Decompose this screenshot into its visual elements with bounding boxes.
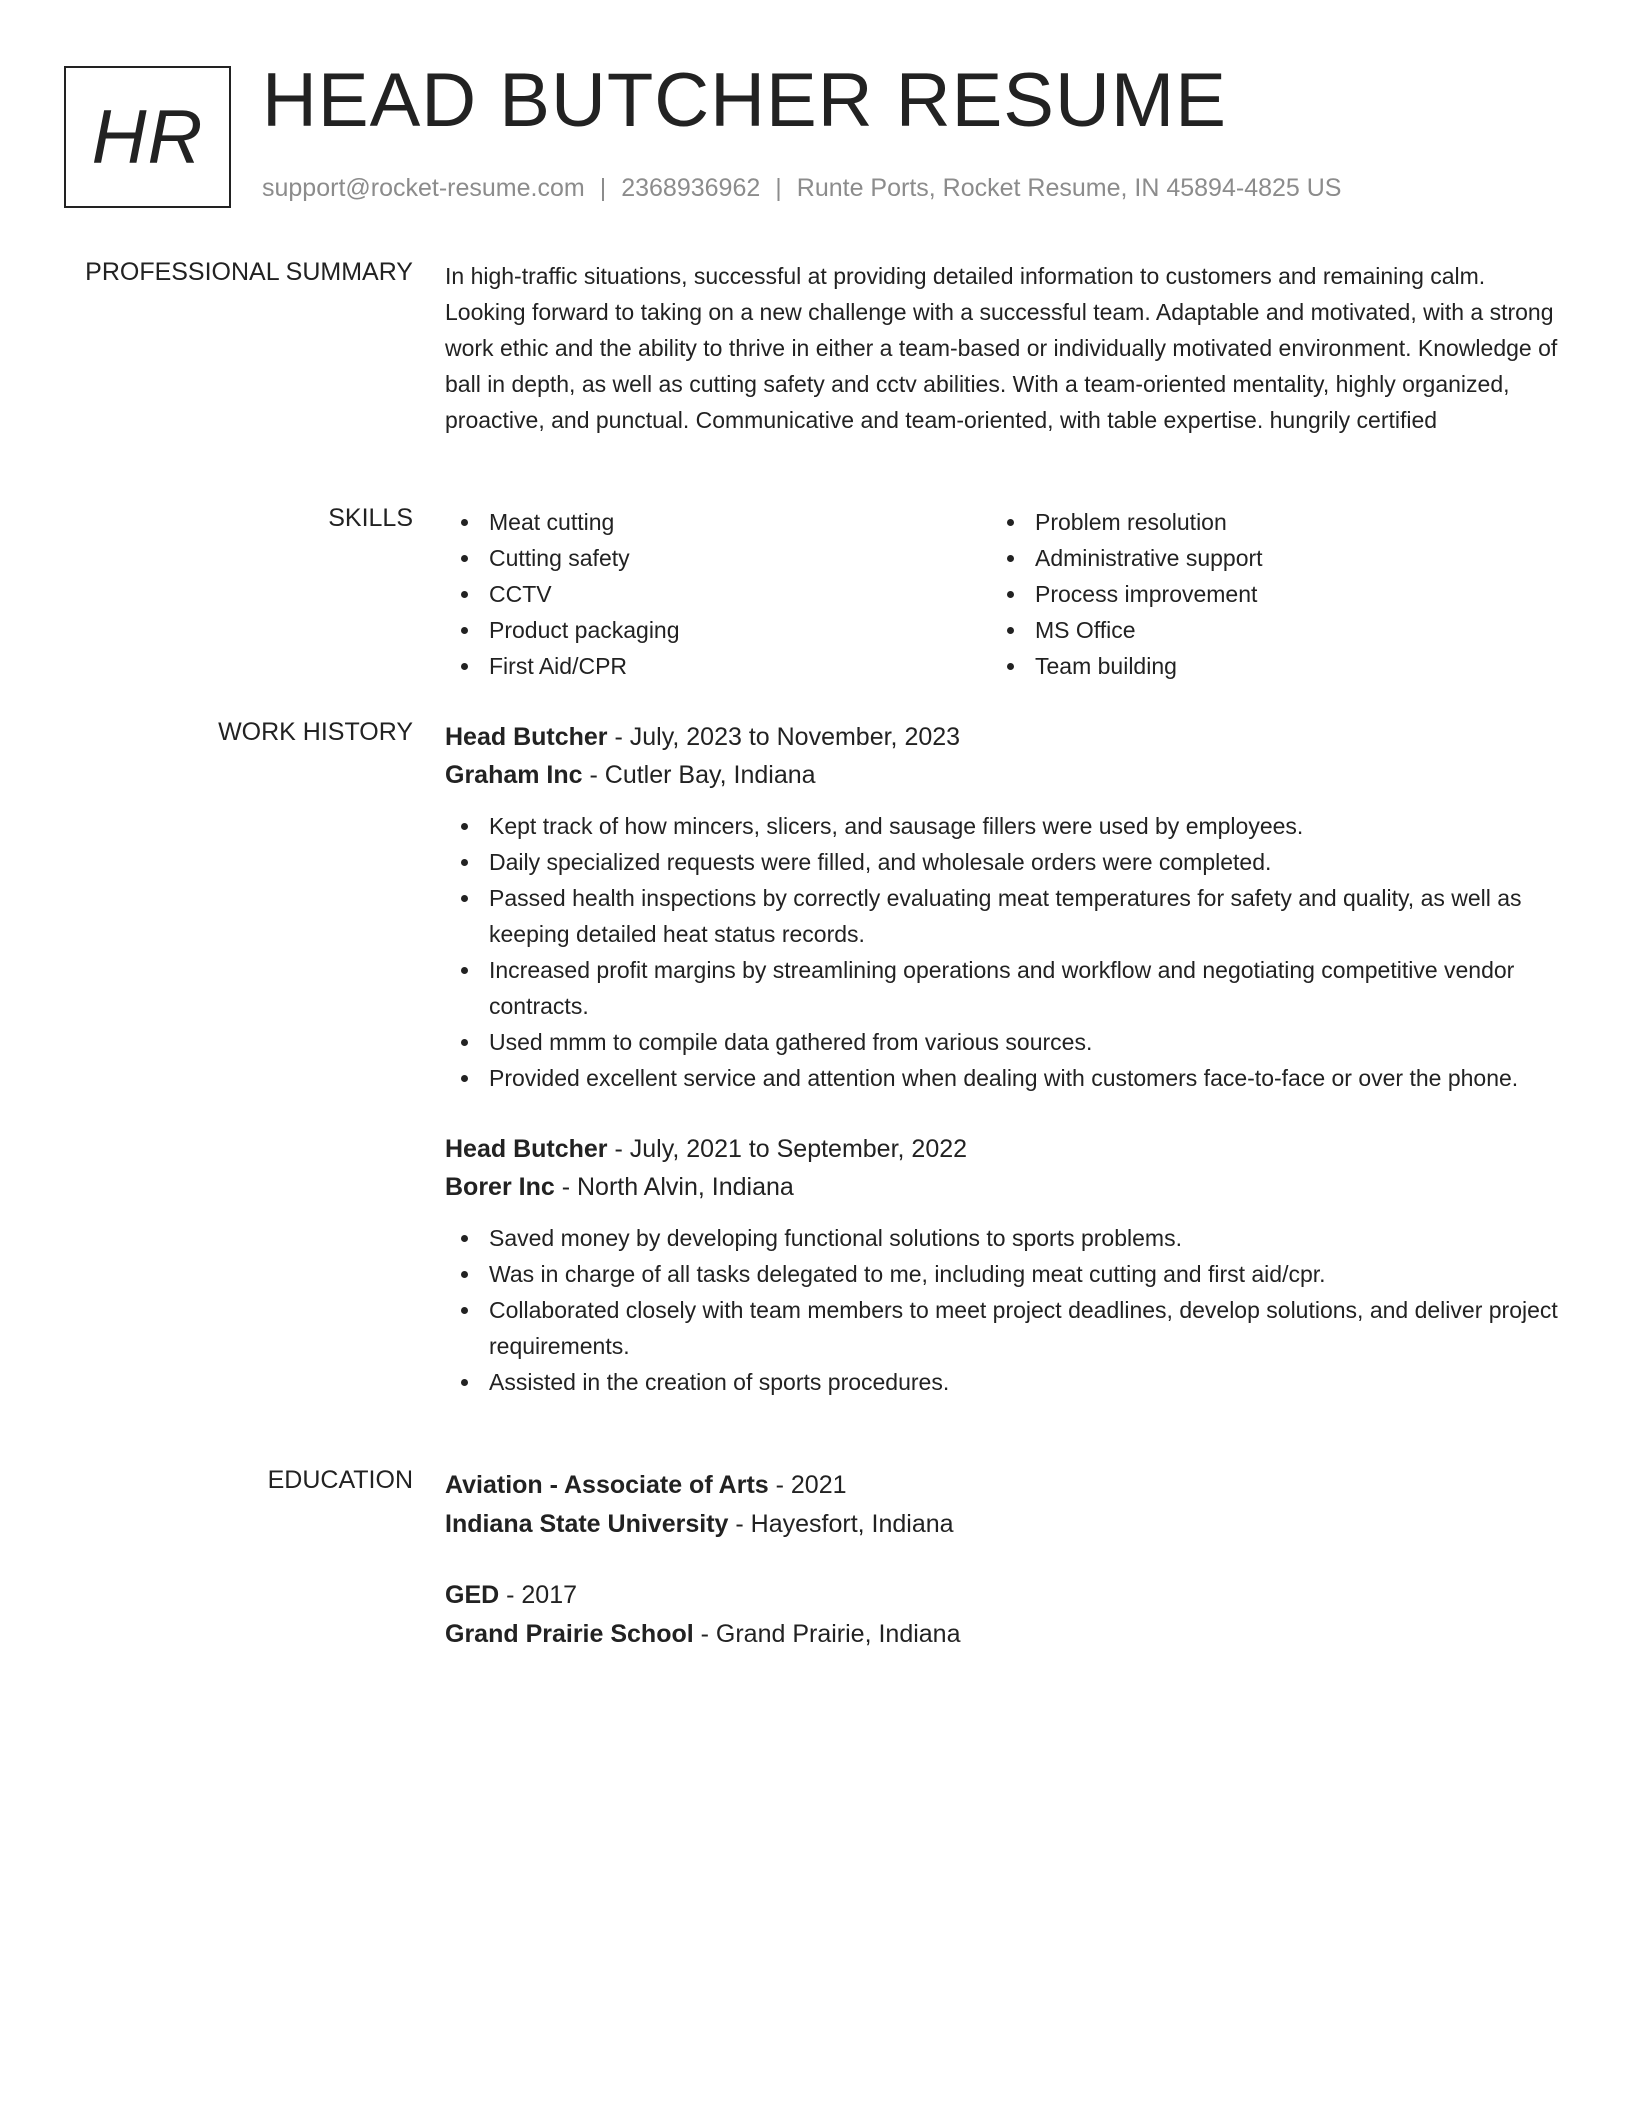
education-degree-line: [445, 1466, 1560, 1505]
contact-address: Runte Ports, Rocket Resume, IN 45894-4825 US: [796, 174, 1342, 202]
job-location: - North Alvin, Indiana: [554, 1173, 794, 1201]
job-dates: - July, 2023 to November, 2023: [607, 723, 961, 751]
education-school-line: [445, 1505, 1560, 1544]
work-history-heading: WORK HISTORY: [218, 718, 413, 746]
summary-text: In high-traffic situations, successful at providing detailed information to customers and remaining calm. Looking forward to taking on a new challenge with a successful team. Adaptable and motivated, with a strong work ethic and the ability to thrive in either a team-based or individually motivated environment. Knowledge of ball in depth, as well as cutting safety and cctv abilities. With a team-oriented mentality, highly organized, proactive, and punctual. Communicative and team-oriented, with table expertise. hungrily certified: [445, 263, 1558, 433]
contact-separator: |: [775, 174, 782, 202]
skill-item: Product packaging: [445, 612, 991, 648]
job-company-line: [445, 1168, 1560, 1206]
job-bullet: Passed health inspections by correctly evaluating meat temperatures for safety and quality, as well as keeping detailed heat status records.: [445, 880, 1560, 952]
education-degree: GED: [445, 1581, 500, 1609]
skill-item: Problem resolution: [991, 504, 1537, 540]
job-bullets: [445, 1220, 1560, 1400]
skill-item: MS Office: [991, 612, 1537, 648]
contact-phone[interactable]: 2368936962: [621, 174, 761, 202]
job-company-line: [445, 756, 1560, 794]
job-bullet: Was in charge of all tasks delegated to me, including meat cutting and first aid/cpr.: [445, 1256, 1560, 1292]
skill-item: Administrative support: [991, 540, 1537, 576]
monogram-logo: [64, 66, 231, 208]
education-body: [445, 1466, 1560, 1686]
job-bullet: Saved money by developing functional solutions to sports problems.: [445, 1220, 1560, 1256]
summary-body: [445, 258, 1560, 438]
skills-column-left: [445, 504, 991, 684]
education-location: - Hayesfort, Indiana: [728, 1510, 954, 1538]
education-entry: [445, 1466, 1560, 1544]
skill-item: First Aid/CPR: [445, 648, 991, 684]
education-degree-line: [445, 1576, 1560, 1615]
education-school: Indiana State University: [445, 1510, 729, 1538]
education-location: - Grand Prairie, Indiana: [693, 1620, 961, 1648]
education-degree: Aviation - Associate of Arts: [445, 1471, 769, 1499]
education-heading: EDUCATION: [267, 1466, 413, 1494]
skill-item: CCTV: [445, 576, 991, 612]
skill-item: Cutting safety: [445, 540, 991, 576]
job-entry: [445, 1130, 1560, 1400]
skill-item: Team building: [991, 648, 1537, 684]
skills-body: [445, 504, 1560, 684]
job-title-line: [445, 1130, 1560, 1168]
education-year: - 2017: [499, 1581, 578, 1609]
job-company: Borer Inc: [445, 1173, 555, 1201]
contact-line: [262, 174, 1341, 203]
monogram-initials: HR: [91, 94, 204, 180]
job-company: Graham Inc: [445, 761, 583, 789]
job-location: - Cutler Bay, Indiana: [582, 761, 816, 789]
contact-separator: |: [599, 174, 607, 202]
job-title: Head Butcher: [445, 723, 608, 751]
job-entry: [445, 718, 1560, 1096]
job-bullet: Collaborated closely with team members to meet project deadlines, develop solutions, and deliver project requirements.: [445, 1292, 1560, 1364]
education-school: Grand Prairie School: [445, 1620, 694, 1648]
job-bullet: Daily specialized requests were filled, and wholesale orders were completed.: [445, 844, 1560, 880]
education-school-line: [445, 1615, 1560, 1654]
skill-item: Process improvement: [991, 576, 1537, 612]
job-title: Head Butcher: [445, 1135, 608, 1163]
summary-heading: PROFESSIONAL SUMMARY: [85, 258, 413, 286]
job-bullet: Used mmm to compile data gathered from various sources.: [445, 1024, 1560, 1060]
resume-title: HEAD BUTCHER RESUME: [262, 58, 1227, 143]
job-bullet: Assisted in the creation of sports procedures.: [445, 1364, 1560, 1400]
job-bullet: Kept track of how mincers, slicers, and sausage fillers were used by employees.: [445, 808, 1560, 844]
education-entry: [445, 1576, 1560, 1654]
education-year: - 2021: [768, 1471, 847, 1499]
skills-column-right: [991, 504, 1537, 684]
job-bullet: Provided excellent service and attention when dealing with customers face-to-face or over the phone.: [445, 1060, 1560, 1096]
skill-item: Meat cutting: [445, 504, 991, 540]
job-dates: - July, 2021 to September, 2022: [607, 1135, 968, 1163]
job-bullet: Increased profit margins by streamlining operations and workflow and negotiating competitive vendor contracts.: [445, 952, 1560, 1024]
contact-email[interactable]: support@rocket-resume.com: [262, 174, 585, 202]
work-history-body: [445, 718, 1560, 1434]
job-title-line: [445, 718, 1560, 756]
skills-heading: SKILLS: [328, 504, 413, 532]
job-bullets: [445, 808, 1560, 1096]
